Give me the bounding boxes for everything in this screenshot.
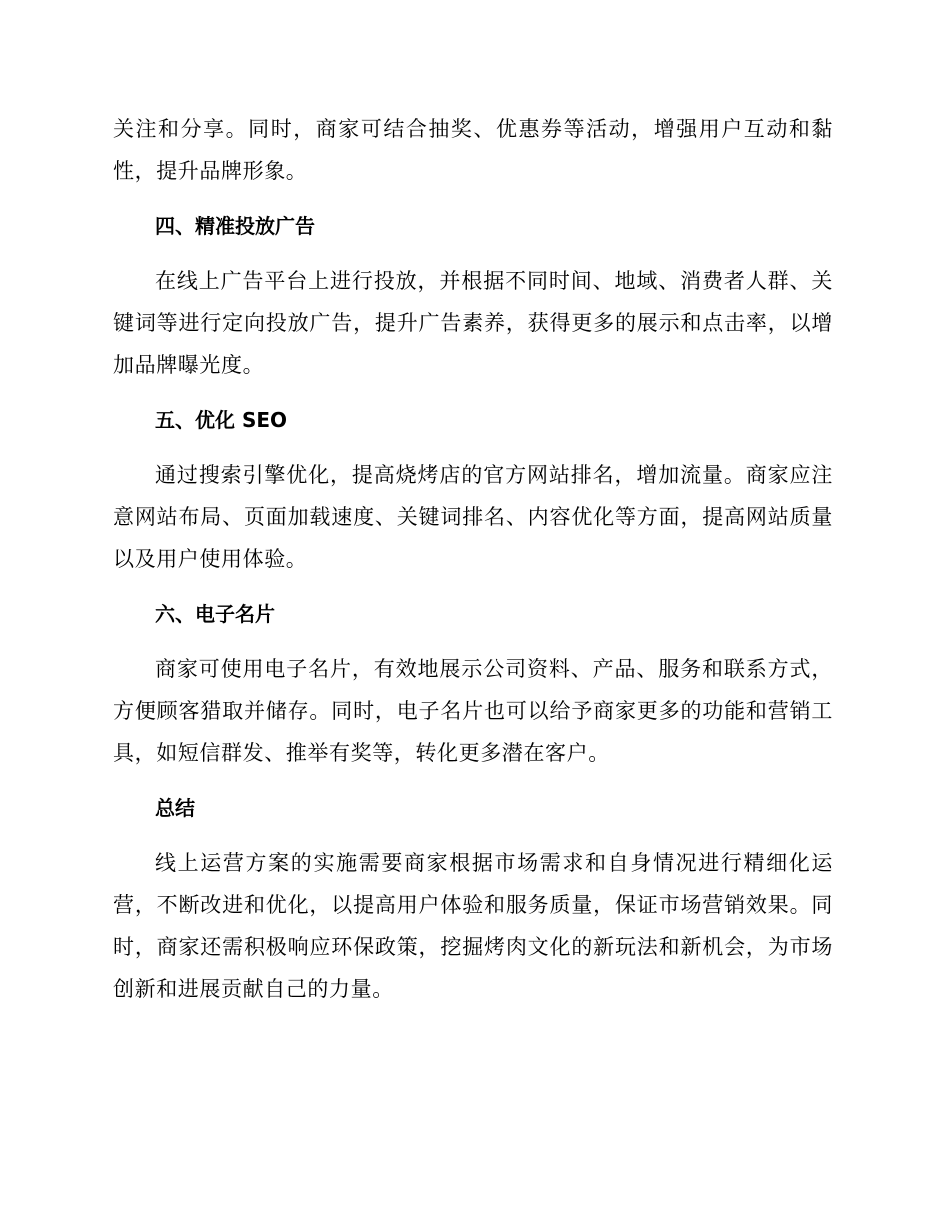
document-page — [113, 108, 833, 1010]
heading-e-card: 六、电子名片 — [155, 602, 275, 626]
heading-precise-ads: 四、精准投放广告 — [155, 214, 315, 238]
heading-summary: 总结 — [155, 796, 195, 820]
paragraph-continuation: 关注和分享。同时，商家可结合抽奖、优惠券等活动，增强用户互动和黏性，提升品牌形象。 — [113, 117, 833, 183]
heading-seo: 五、优化 SEO — [155, 408, 288, 432]
paragraph-e-card: 商家可使用电子名片，有效地展示公司资料、产品、服务和联系方式，方便顾客猎取并储存。同时，电子名片也可以给予商家更多的功能和营销工具，如短信群发、推举有奖等，转化更多潜在客户。 — [113, 657, 833, 765]
paragraph-seo: 通过搜索引擎优化，提高烧烤店的官方网站排名，增加流量。商家应注意网站布局、页面加载速度、关键词排名、内容优化等方面，提高网站质量以及用户使用体验。 — [113, 463, 833, 571]
paragraph-summary: 线上运营方案的实施需要商家根据市场需求和自身情况进行精细化运营，不断改进和优化，以提高用户体验和服务质量，保证市场营销效果。同时，商家还需积极响应环保政策，挖掘烤肉文化的新玩法和新机会，为市场创新和进展贡献自己的力量。 — [113, 851, 833, 1001]
paragraph-precise-ads: 在线上广告平台上进行投放，并根据不同时间、地域、消费者人群、关键词等进行定向投放广告，提升广告素养，获得更多的展示和点击率，以增加品牌曝光度。 — [113, 269, 833, 377]
